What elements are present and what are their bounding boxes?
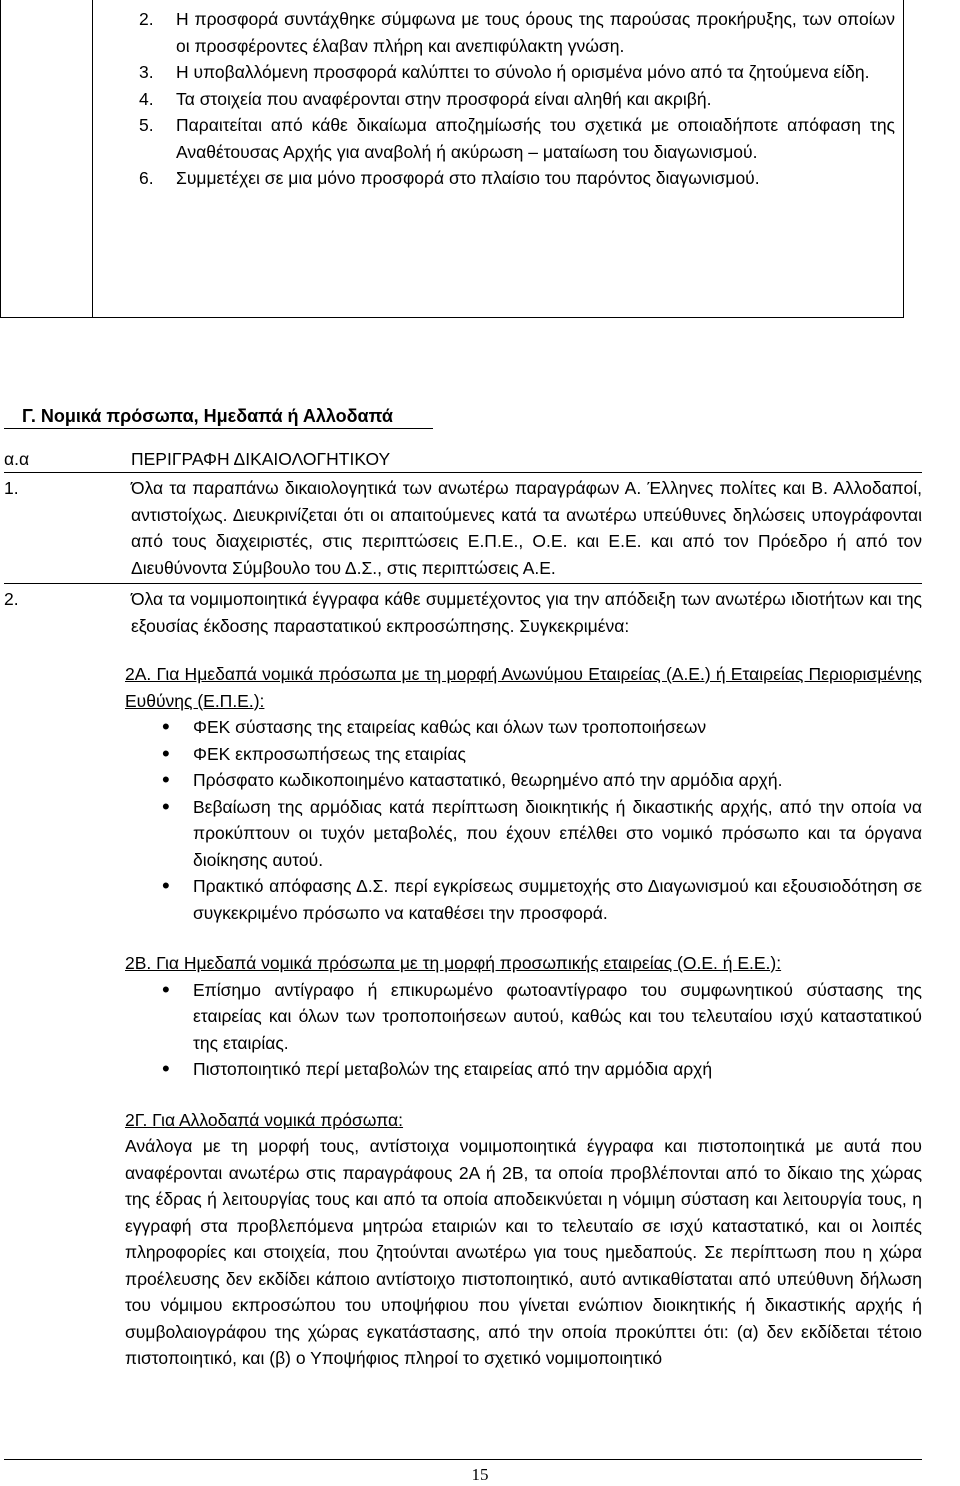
subsection-2a xyxy=(4,661,922,926)
bullet-item: • ΦΕΚ εκπροσωπήσεως της εταιρίας xyxy=(125,741,922,768)
row-text: Όλα τα νομιμοποιητικά έγγραφα κάθε συμμετέχοντος για την απόδειξη των ανωτέρω ιδιοτήτων και της εξουσίας έκδοσης παραστατικού εκπροσώπησης. Συγκεκριμένα: xyxy=(131,589,922,636)
list-item-text: Παραιτείται από κάθε δικαίωμα αποζημίωσής του σχετικά με οποιαδήποτε απόφαση της Αναθέτουσας Αρχής για αναβολή ή ακύρωση – ματαίωση του διαγωνισμού. xyxy=(176,115,895,162)
list-item-text: Η υποβαλλόμενη προσφορά καλύπτει το σύνολο ή ορισμένα μόνο από τα ζητούμενα είδη. xyxy=(176,62,870,82)
bullet-item: • Πιστοποιητικό περί μεταβολών της εταιρείας από την αρμόδια αρχή xyxy=(125,1056,922,1083)
header-index: α.α xyxy=(4,449,30,469)
documents-table xyxy=(4,446,922,1372)
subsection-title: 2Γ. Για Αλλοδαπά νομικά πρόσωπα: xyxy=(125,1109,404,1130)
list-item xyxy=(139,59,895,86)
row-divider xyxy=(4,583,922,584)
section-title-underline xyxy=(4,428,433,429)
section-title: Γ. Νομικά πρόσωπα, Ημεδαπά ή Αλλοδαπά xyxy=(22,406,393,426)
row-text: Όλα τα παραπάνω δικαιολογητικά των ανωτέρω παραγράφων Α. Έλληνες πολίτες και Β. Αλλοδαποί, αντιστοίχως. Διευκρινίζεται ότι οι απαιτούμενες κατά τα ανωτέρω υπεύθυνες δηλώσεις υπογράφονται από τους διαχειριστές, στις περιπτώσεις Ε.Π.Ε., Ο.Ε. και Ε.Ε. και από τον Πρόεδρο ή από τον Διευθύνοντα Σύμβουλο του Δ.Σ., στις περιπτώσεις Α.Ε. xyxy=(131,478,922,578)
list-item-number: 6. xyxy=(139,168,154,188)
list-item xyxy=(139,86,895,113)
table-header xyxy=(4,446,922,473)
subsection-2b xyxy=(4,950,922,1083)
bullet-list xyxy=(125,714,922,926)
row-number: 2. xyxy=(4,589,19,609)
declarations-list xyxy=(139,6,895,192)
bullet-item: • Επίσημο αντίγραφο ή επικυρωμένο φωτοαντίγραφο του συμφωνητικού σύστασης της εταιρείας και όλων των τροποποιήσεων αυτού, καθώς και του τελευταίου ισχύ καταστατικού της εταιρίας. xyxy=(125,977,922,1057)
list-item-text: Η προσφορά συντάχθηκε σύμφωνα με τους όρους της παρούσας προκήρυξης, των οποίων οι προσφέροντες έλαβαν πλήρη και ανεπιφύλακτη γνώση. xyxy=(176,9,895,56)
row-number: 1. xyxy=(4,478,19,498)
page-number: 15 xyxy=(471,1465,489,1484)
list-item xyxy=(139,165,895,192)
list-item xyxy=(139,6,895,59)
table-row xyxy=(4,475,922,581)
bullet-item: • Βεβαίωση της αρμόδιας κατά περίπτωση διοικητικής ή δικαστικής αρχής, από την οποία να προκύπτουν οι τυχόν μεταβολές, που έχουν επέλθει στο νομικό πρόσωπο και τα όργανα διοίκησης αυτού. xyxy=(125,794,922,874)
list-item-text: Τα στοιχεία που αναφέρονται στην προσφορά είναι αληθή και ακριβή. xyxy=(176,88,712,109)
list-item-number: 2. xyxy=(139,9,154,29)
bullet-item: • Πρακτικό απόφασης Δ.Σ. περί εγκρίσεως συμμετοχής στο Διαγωνισμού και εξουσιοδότηση σε συγκεκριμένο πρόσωπο να καταθέσει την προσφορά. xyxy=(125,873,922,926)
subsection-paragraph: Ανάλογα με τη μορφή τους, αντίστοιχα νομιμοποιητικά έγγραφα και πιστοποιητικά με αυτά που αναφέρονται ανωτέρω στις παραγράφους 2Α ή 2Β, τα οποία προβλέπονται από το δίκαιο της χώρας της έδρας ή λειτουργίας τους και από τα οποία αποδεικνύεται η νόμιμη σύσταση και λειτουργία τους, η εγγραφή στα προβλεπόμενα μητρώα εταιριών και το τελευταίο σε ισχύ καταστατικό, και οι λοιπές πληροφορίες και στοιχεία, που ζητούνται ανωτέρω για τους ημεδαπούς. Σε περίπτωση που η χώρα προέλευσης δεν εκδίδει κάποιο αντίστοιχο πιστοποιητικό, αυτό αντικαθίσταται από υπεύθυνη δήλωση του νόμιμου εκπροσώπου του υποψήφιου που γίνεται ενώπιον διοικητικής ή δικαστικής αρχής ή συμβολαιογράφου της χώρας εγκατάστασης, από την οποία προκύπτει ότι: (α) δεν εκδίδεται τέτοιο πιστοποιητικό, και (β) ο Υποψήφιος πληροί το σχετικό νομιμοποιητικό xyxy=(125,1136,922,1368)
table-column-divider xyxy=(92,0,93,318)
header-description: ΠΕΡΙΓΡΑΦΗ ΔΙΚΑΙΟΛΟΓΗΤΙΚΟΥ xyxy=(131,449,391,469)
list-item-number: 5. xyxy=(139,115,154,135)
bullet-item: • Πρόσφατο κωδικοποιημένο καταστατικό, θεωρημένο από την αρμόδια αρχή. xyxy=(125,767,922,794)
top-table xyxy=(0,0,904,318)
table-row xyxy=(4,586,922,639)
bullet-item: • ΦΕΚ σύστασης της εταιρείας καθώς και όλων των τροποποιήσεων xyxy=(125,714,922,741)
list-item-number: 4. xyxy=(139,88,154,109)
list-item-text: Συμμετέχει σε μια μόνο προσφορά στο πλαίσιο του παρόντος διαγωνισμού. xyxy=(176,168,760,188)
subsection-title: 2Α. Για Ημεδαπά νομικά πρόσωπα με τη μορφή Ανωνύμου Εταιρείας (Α.Ε.) ή Εταιρείας Περιορισμένης Ευθύνης (Ε.Π.Ε.): xyxy=(125,664,922,711)
footer-rule xyxy=(4,1459,922,1460)
list-item-number: 3. xyxy=(139,62,154,82)
bullet-list xyxy=(125,977,922,1083)
subsection-title: 2Β. Για Ημεδαπά νομικά πρόσωπα με τη μορφή προσωπικής εταιρείας (Ο.Ε. ή Ε.Ε.): xyxy=(125,953,782,973)
subsection-2c xyxy=(4,1107,922,1372)
list-item xyxy=(139,112,895,165)
